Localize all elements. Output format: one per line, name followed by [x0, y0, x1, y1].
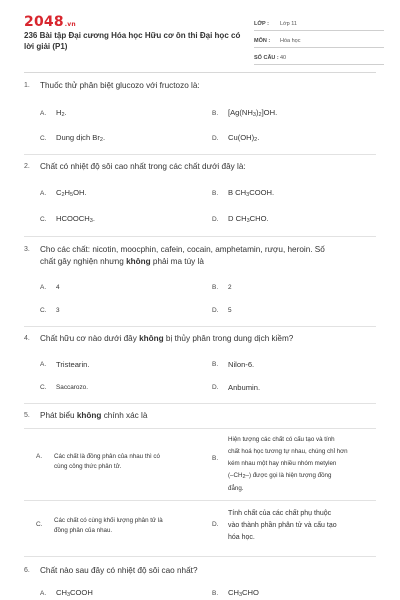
option-text: Các chất là đồng phân của nhau thì có cùng công thức phân tử.	[54, 453, 160, 470]
option-c[interactable]	[40, 214, 95, 224]
option-label: A.	[40, 284, 47, 291]
option-a[interactable]	[40, 108, 67, 118]
option-label: B.	[212, 109, 219, 117]
option-text: 3	[56, 307, 60, 314]
option-text: D $CH_3CHO$.	[228, 214, 269, 224]
option-text: $C_2H_5OH$.	[56, 188, 87, 198]
option-text: Nilon-6.	[228, 360, 255, 369]
meta-count-value: 40	[280, 55, 287, 61]
option-label: C.	[40, 384, 47, 391]
header-divider	[24, 72, 376, 73]
question-text: Phát biểu không chính xác là	[40, 411, 148, 420]
option-text: Hiện tượng các chất có cấu tạo và tính chất hoá học tương tự nhau, chúng chỉ hơn kém nhau một hay nhiều nhóm metylen $(-CH_2-)$ được gọi là hiện tượng đồng đẳng.	[228, 436, 348, 492]
option-a[interactable]	[40, 360, 89, 369]
option-d[interactable]	[212, 307, 232, 314]
option-c[interactable]	[40, 384, 88, 391]
question-stem	[24, 80, 376, 92]
option-label: B.	[212, 189, 219, 197]
option-label: B.	[212, 455, 219, 462]
option-text: 5	[228, 307, 232, 314]
question-text-line-2: chất gây nghiện nhưng không phải ma túy là	[40, 257, 204, 266]
question-2	[24, 161, 376, 173]
question-number: 3.	[24, 246, 30, 253]
option-text: $CH_3COOH$	[56, 588, 93, 598]
question-stem	[24, 161, 376, 173]
question-stem	[24, 410, 376, 422]
option-label: D.	[212, 215, 219, 223]
option-a[interactable]	[40, 188, 87, 198]
option-label: A.	[40, 589, 47, 597]
option-label: B.	[212, 361, 219, 368]
option-divider	[24, 428, 376, 429]
question-5	[24, 410, 376, 422]
meta-count-label: SỐ CÂU :	[254, 55, 279, 61]
option-text: Các chất có cùng khối lượng phân tử là đồng phân của nhau.	[54, 517, 163, 534]
logo-text: 2048	[24, 14, 64, 30]
option-d[interactable]	[212, 214, 269, 224]
option-text: 4	[56, 284, 60, 291]
meta-row-subject	[254, 31, 384, 48]
question-number: 1.	[24, 82, 30, 89]
question-number: 4.	[24, 335, 30, 342]
option-label: A.	[40, 361, 47, 368]
option-c[interactable]	[40, 307, 60, 314]
option-divider	[24, 500, 376, 501]
question-6	[24, 565, 376, 577]
question-divider	[24, 556, 376, 557]
meta-class-value: Lớp 11	[280, 21, 297, 27]
option-b[interactable]	[212, 108, 277, 118]
option-text: Anbumin.	[228, 383, 261, 392]
question-text: Chất hữu cơ nào dưới đây không bị thủy phân trong dung dịch kiềm?	[40, 334, 294, 343]
document-header	[0, 0, 400, 80]
option-text: $CH_3CHO$	[228, 588, 259, 598]
option-label: C.	[40, 215, 47, 223]
option-d[interactable]	[212, 133, 259, 143]
option-b[interactable]	[212, 434, 382, 495]
option-c[interactable]	[40, 133, 105, 143]
option-text: $[Ag(NH_3)_2]OH$.	[228, 108, 278, 118]
option-label: D.	[212, 521, 219, 528]
option-label: B.	[212, 589, 219, 597]
question-stem	[24, 565, 376, 577]
logo-suffix: .vn	[64, 21, 76, 28]
question-number: 2.	[24, 163, 30, 170]
site-logo[interactable]	[24, 14, 76, 30]
option-b[interactable]	[212, 188, 274, 198]
document-meta	[254, 14, 384, 65]
meta-subject-value: Hóa học	[280, 38, 301, 44]
question-text: Chất có nhiệt độ sôi cao nhất trong các chất dưới đây là:	[40, 162, 246, 171]
option-a[interactable]	[36, 452, 206, 472]
option-d[interactable]	[212, 383, 260, 392]
question-4	[24, 333, 376, 345]
option-text: 2	[228, 284, 232, 291]
question-divider	[24, 326, 376, 327]
option-text: $H_2$.	[56, 108, 67, 118]
meta-row-class	[254, 14, 384, 31]
question-text-line-1: Cho các chất: nicotin, moocphin, cafein, cocain, amphetamin, rượu, heroin. Số	[40, 245, 325, 254]
question-stem	[24, 333, 376, 345]
option-label: C.	[36, 521, 43, 528]
question-1	[24, 80, 376, 92]
option-d[interactable]	[212, 508, 382, 544]
question-text: Chất nào sau đây có nhiệt độ sôi cao nhất?	[40, 566, 198, 575]
question-divider	[24, 154, 376, 155]
option-text: $HCOOCH_3$.	[56, 214, 95, 224]
option-b[interactable]	[212, 360, 254, 369]
option-text: B $CH_3COOH$.	[228, 188, 275, 198]
option-label: A.	[40, 109, 47, 117]
option-label: D.	[212, 384, 219, 391]
option-text: Tính chất của các chất phụ thuộc vào thành phần phân tử và cấu tạo hóa học.	[228, 510, 337, 541]
question-text: Thuốc thử phân biệt glucozo với fructozo là:	[40, 81, 200, 90]
option-a[interactable]	[40, 284, 60, 291]
option-text: Dung dịch $Br_2$.	[56, 133, 106, 143]
option-a[interactable]	[40, 588, 93, 598]
option-label: C.	[40, 307, 47, 314]
option-label: B.	[212, 284, 219, 291]
option-text: Saccarozo.	[56, 384, 88, 391]
question-number: 6.	[24, 567, 30, 574]
option-b[interactable]	[212, 284, 232, 291]
question-number: 5.	[24, 412, 30, 419]
option-b[interactable]	[212, 588, 259, 598]
option-label: C.	[40, 134, 47, 142]
option-label: D.	[212, 307, 219, 314]
meta-subject-label: MÔN :	[254, 38, 271, 44]
option-c[interactable]	[36, 516, 206, 536]
document-title: 236 Bài tập Đại cương Hóa học Hữu cơ ôn thi Đại học có lời giải (P1)	[24, 31, 241, 51]
option-text: $Cu(OH)_2$.	[228, 133, 260, 143]
question-divider	[24, 403, 376, 404]
option-text: Tristearin.	[56, 360, 90, 369]
option-label: D.	[212, 134, 219, 142]
option-label: A.	[36, 453, 43, 460]
meta-class-label: LỚP :	[254, 21, 269, 27]
question-stem	[24, 244, 376, 268]
question-divider	[24, 236, 376, 237]
option-label: A.	[40, 189, 47, 197]
meta-row-count	[254, 48, 384, 65]
question-3	[24, 244, 376, 268]
